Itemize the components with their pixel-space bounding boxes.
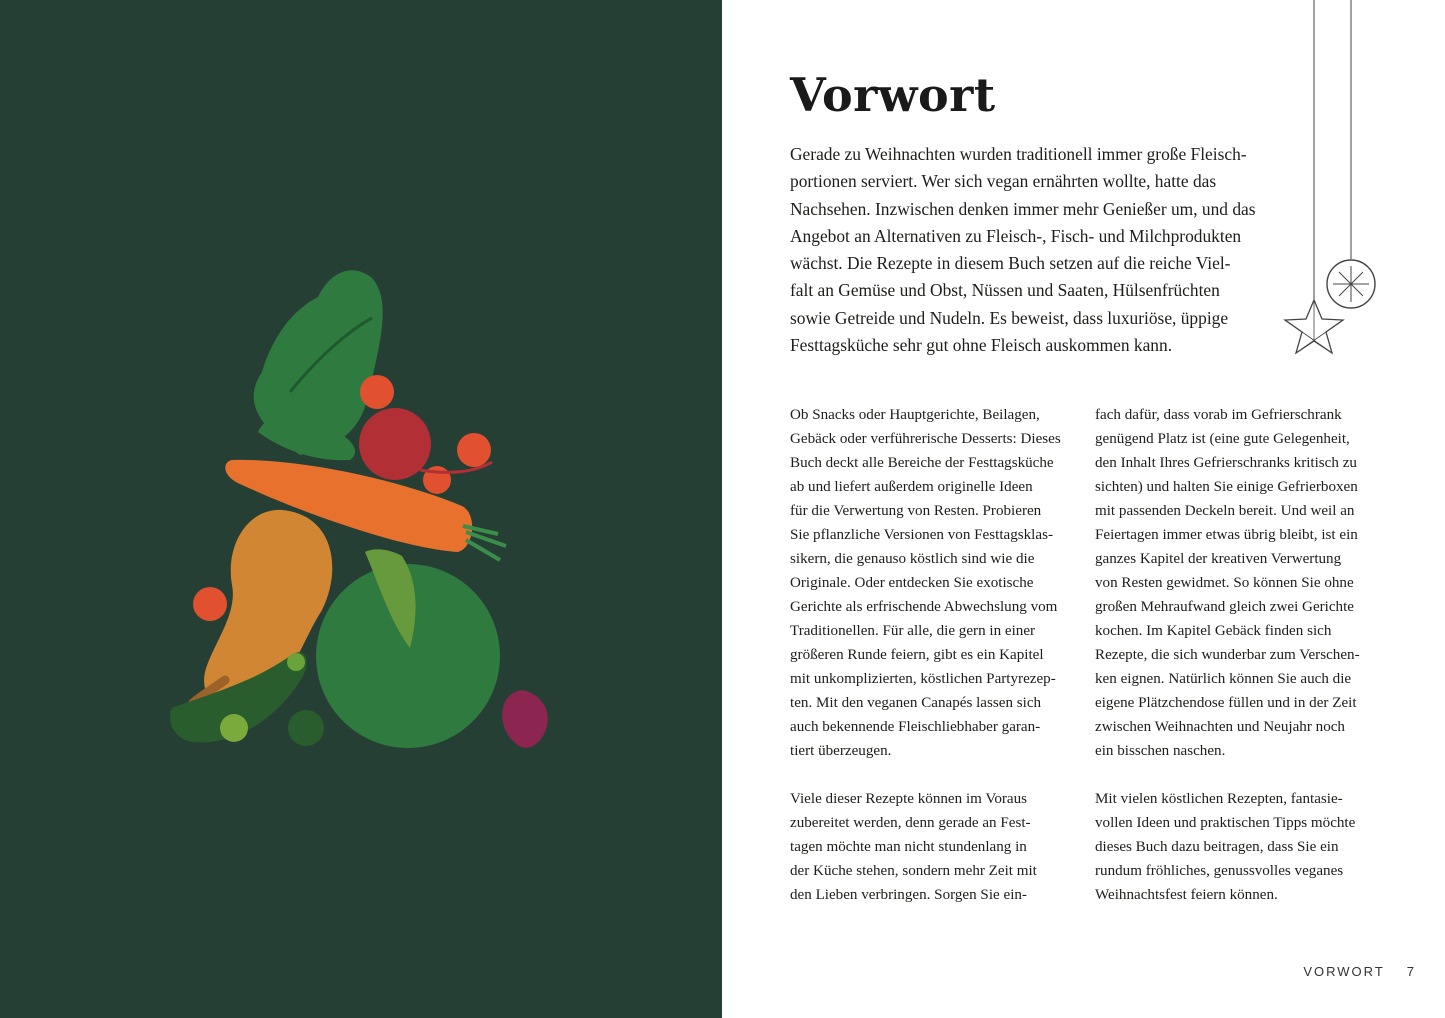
page-title: Vorwort [790,68,996,122]
body-paragraph: Viele dieser Rezepte können im Voraus zubereitet werden, denn gerade an Fest- tagen möchte man nicht stundenlang in der Küche stehen, sondern mehr Zeit mit den Lieben verbringen. Sorgen Sie ein- [790,791,1037,903]
vegetable-tree-illustration [160,260,560,760]
tomato [193,587,227,621]
intro-paragraph: Gerade zu Weihnachten wurden traditionell immer große Fleisch- portionen serviert. Wer sich vegan ernährten wollte, hatte das Nachsehen. Inzwischen denken immer mehr Genießer um, und das Angebot an Alternativen zu Fleisch-, Fisch- und Milchprodukten wächst. Die Rezepte in diesem Buch setzen auf die reiche Viel- falt an Gemüse und Obst, Nüssen und Saaten, Hülsenfrüchten sowie Getreide und Nudeln. Es beweist, dass luxuriöse, üppige Festtagsküche sehr gut ohne Fleisch auskommen kann. [790,144,1256,356]
hanging-ornaments [1282,0,1392,370]
body-paragraph: fach dafür, dass vorab im Gefrierschrank genügend Platz ist (eine gute Gelegenheit, den Inhalt Ihres Gefrierschranks kritisch zu sichten) und halten Sie einige Gefrierboxen mit passenden Deckeln bereit. Und weil an Feiertagen immer etwas übrig bleibt, ist ein ganzes Kapitel der kreativen Verwertung von Resten gewidmet. So können Sie ohne großen Mehraufwand gleich zwei Gerichte kochen. Im Kapitel Gebäck finden sich Rezepte, die sich wunderbar zum Verschen- ken eignen. Natürlich können Sie auch die eigene Plätzchendose füllen und in der Zeit zwischen Weihnachten und Neujahr noch ein bisschen naschen. [1095,407,1360,759]
star-icon [1285,300,1343,353]
radish [502,690,548,748]
page-number: 7 [1406,964,1414,979]
page-footer [1303,964,1414,979]
bauble-icon [1327,260,1375,308]
body-paragraph: Ob Snacks oder Hauptgerichte, Beilagen, Gebäck oder verführerische Desserts: Dieses Buch deckt alle Bereiche der Festtagsküche ab und liefert außerdem originelle Ideen für die Verwertung von Resten. Probieren Sie pflanzliche Versionen von Festtagsklas- sikern, die genauso köstlich sind wie die Originale. Oder entdecken Sie exotische Gerichte als erfrischende Abwechslung vom Traditionellen. Für alle, die gern in einer größeren Runde feiern, gibt es ein Kapitel mit unkomplizierten, köstlichen Partyrezep- ten. Mit den veganen Canapés lassen sich auch bekennende Fleischliebhaber garan- tiert überzeugen. [790,407,1061,759]
running-header-section: VORWORT [1303,964,1385,979]
text-column-left [790,403,1080,907]
text-page [722,0,1445,1018]
tomato [360,375,394,409]
tomato [457,433,491,467]
left-illustration-panel [0,0,722,1018]
body-paragraph: Mit vielen köstlichen Rezepten, fantasie- vollen Ideen und praktischen Tipps möchte dieses Buch dazu beitragen, dass Sie ein rundum fröhliches, genussvolles veganes Weihnachtsfest feiern können. [1095,791,1356,903]
text-column-right [1095,403,1385,907]
